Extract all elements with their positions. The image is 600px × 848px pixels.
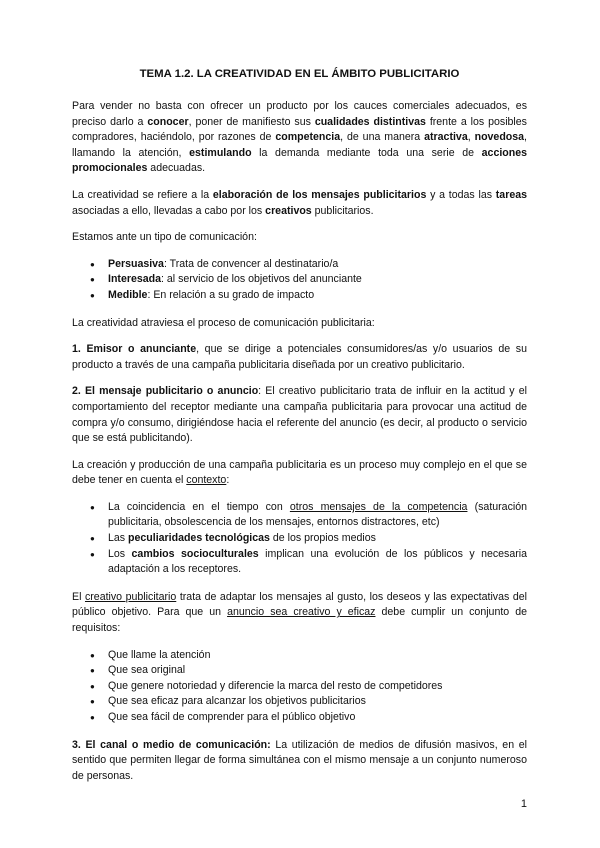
text-run: de los propios medios: [269, 532, 376, 545]
list-item: ● Que sea fácil de comprender para el público objetivo: [108, 710, 527, 726]
text-run: Las: [108, 532, 129, 545]
underlined-term: otros mensajes de la competencia: [289, 500, 468, 513]
text-run: :: [226, 474, 230, 487]
process-paragraph: La creatividad atraviesa el proceso de comunicación publicitaria:: [72, 316, 375, 329]
text-run: y a todas las: [426, 188, 496, 201]
bold-term: 2. El mensaje publicitario o anuncio: [72, 385, 259, 398]
text-run: la demanda mediante toda una serie de: [251, 146, 482, 159]
text-run: : En relación a su grado de impacto: [147, 288, 315, 301]
intro-paragraph: [72, 99, 527, 177]
bold-term: novedosa: [474, 131, 525, 144]
bold-term: competencia: [275, 131, 341, 144]
text-run: adecuadas.: [147, 162, 206, 175]
message-paragraph: [72, 384, 527, 446]
context-list: [72, 500, 527, 578]
text-run: : al servicio de los objetivos del anunciante: [161, 273, 362, 286]
list-item: ● Que sea original: [108, 663, 527, 679]
page-number: 1: [520, 798, 527, 810]
list-item: [108, 547, 527, 578]
bold-term: peculiaridades tecnológicas: [128, 532, 270, 545]
bold-term: elaboración de los mensajes publicitarios: [212, 188, 427, 201]
text-run: Los: [108, 547, 132, 560]
creativity-definition-paragraph: [72, 188, 527, 219]
bold-term: 1. Emisor o anunciante: [72, 343, 197, 356]
text-run: , que se dirige a potenciales consumidores/as y/o usuarios de su producto a través de una campaña publicitaria diseñada por un creativo publicitario.: [72, 343, 527, 371]
list-item: [108, 288, 527, 304]
underlined-term: contexto: [186, 474, 227, 487]
communication-type-list: [72, 257, 527, 304]
list-item: [108, 500, 527, 531]
communication-type-paragraph: Estamos ante un tipo de comunicación:: [72, 231, 257, 244]
text-run: Para vender no basta con ofrecer un producto por los cauces comerciales adecuados, es preciso darlo a: [72, 100, 527, 128]
context-paragraph: [72, 458, 527, 489]
text-run: La coincidencia en el tiempo con: [108, 500, 290, 513]
bold-term: cambios socioculturales: [131, 547, 259, 560]
text-run: , llamando la atención,: [72, 131, 527, 159]
list-item: ● Que sea eficaz para alcanzar los objetivos publicitarios: [108, 694, 527, 710]
text-run: implican una evolución de los públicos y necesaria adaptación a los receptores.: [108, 547, 528, 576]
text-run: , poner de manifiesto sus: [188, 115, 315, 128]
creative-paragraph: [72, 590, 527, 637]
text-run: asociadas a ello, llevadas a cabo por los: [72, 204, 266, 217]
channel-paragraph: [72, 738, 527, 785]
text-run: : Trata de convencer al destinatario/a: [163, 257, 339, 270]
bold-term: atractiva: [424, 131, 468, 144]
text-run: : El creativo publicitario trata de influir en la actitud y el comportamiento del receptor mediante una campaña publicitaria para provocar una actitud de compra y/o consumo, dirigiéndose hacia el referente del anuncio (es decir, al producto o servicio que se está publicitando).: [72, 385, 527, 445]
bold-term: conocer: [147, 115, 189, 128]
list-item: [108, 272, 527, 288]
text-run: La utilización de medios de difusión masivos, en el sentido que permiten llegar de forma simultánea con el mismo mensaje a un conjunto numeroso de personas.: [72, 738, 527, 782]
bold-term: estimulando: [189, 146, 252, 159]
bold-term: Interesada: [108, 273, 161, 286]
bold-term: acciones promocionales: [72, 146, 528, 175]
bold-term: cualidades distintivas: [314, 115, 426, 128]
list-item: [108, 531, 527, 547]
text-run: (saturación publicitaria, obsolescencia de los mensajes, entornos distractores, etc): [108, 500, 528, 529]
text-run: debe cumplir un conjunto de requisitos:: [72, 606, 528, 635]
text-run: publicitarios.: [311, 204, 374, 217]
underlined-term: creativo publicitario: [84, 590, 177, 603]
bold-term: tareas: [495, 188, 527, 201]
requirements-list: [72, 648, 527, 726]
list-item: [108, 257, 527, 273]
bold-term: creativos: [265, 204, 312, 217]
text-run: ,: [467, 131, 475, 144]
emitter-paragraph: [72, 342, 527, 373]
document-title: TEMA 1.2. LA CREATIVIDAD EN EL ÁMBITO PUBLICITARIO: [139, 68, 460, 80]
text-run: , de una manera: [340, 131, 425, 144]
text-run: La creatividad se refiere a la: [72, 188, 213, 201]
text-run: frente a los posibles compradores, haciéndolo, por razones de: [72, 115, 527, 144]
document-page: [72, 66, 527, 795]
bold-term: Medible: [108, 288, 148, 301]
text-run: La creación y producción de una campaña publicitaria es un proceso muy complejo en el que se debe tener en cuenta el: [72, 458, 527, 487]
bold-term: 3. El canal o medio de comunicación:: [72, 738, 271, 751]
list-item: ● Que llame la atención: [108, 648, 527, 664]
text-run: El: [72, 590, 85, 603]
list-item: ● Que genere notoriedad y diferencie la marca del resto de competidores: [108, 679, 527, 695]
text-run: trata de adaptar los mensajes al gusto, los deseos y las expectativas del público objetivo. Para que un: [72, 590, 527, 619]
underlined-term: anuncio sea creativo y eficaz: [227, 606, 376, 619]
bold-term: Persuasiva: [108, 257, 164, 270]
